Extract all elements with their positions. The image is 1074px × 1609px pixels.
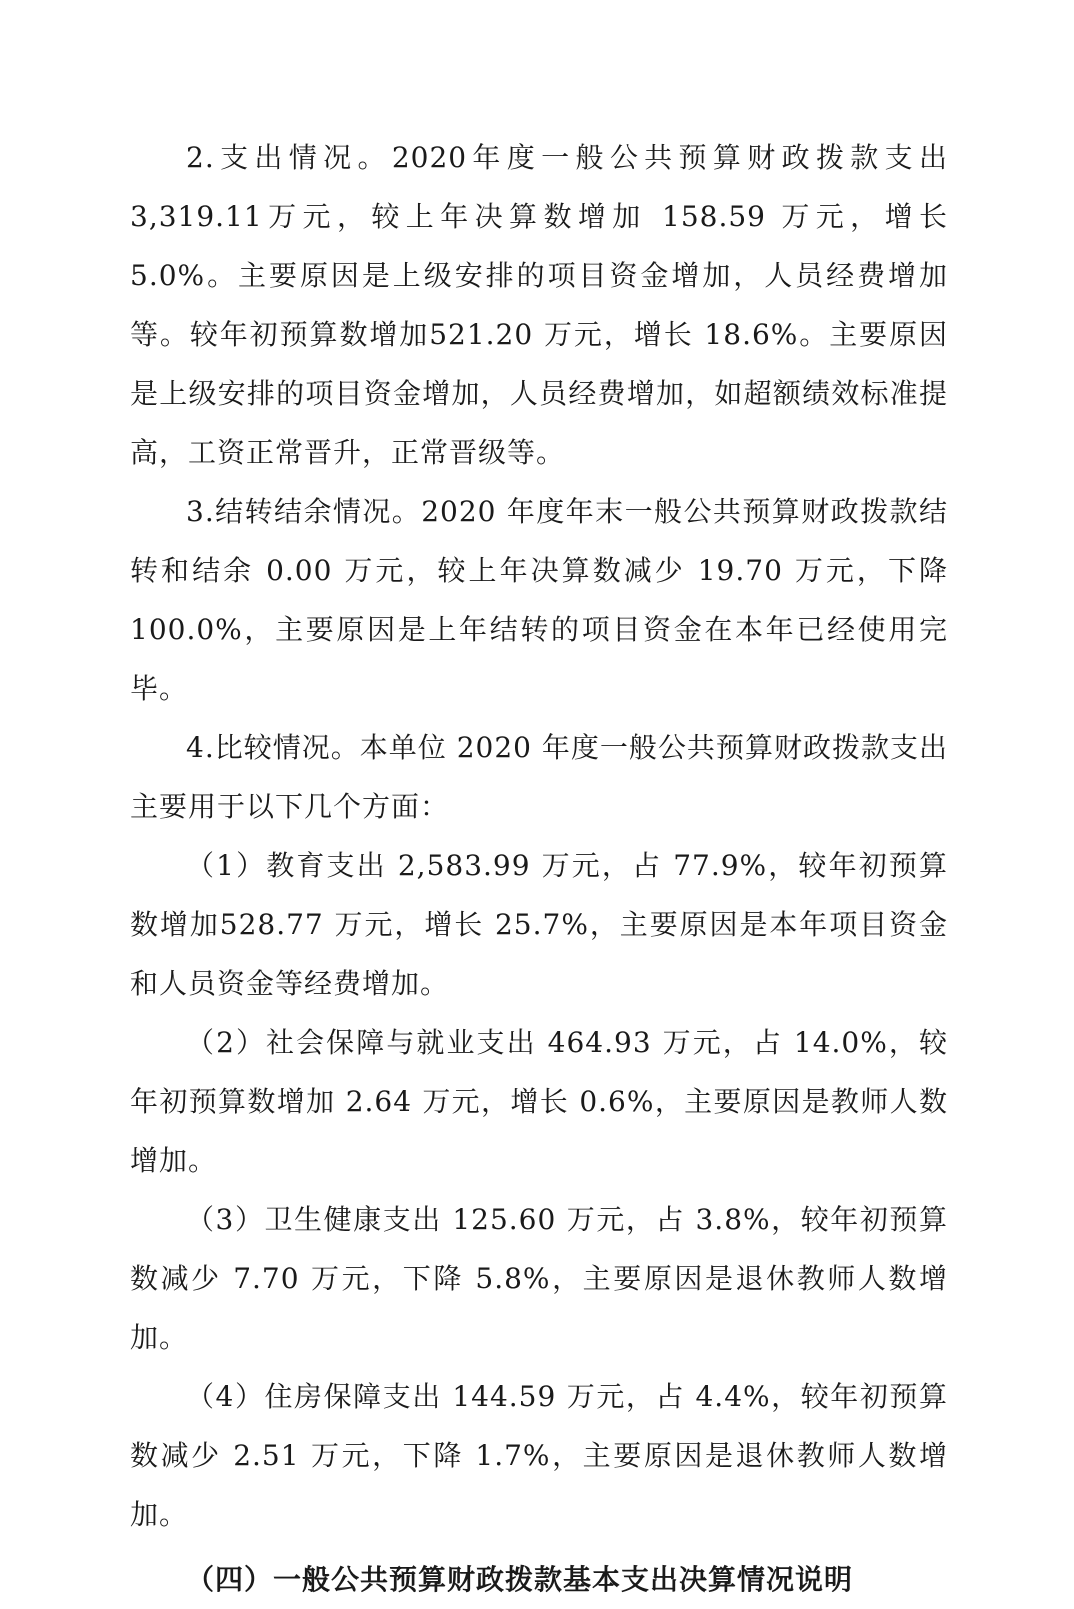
paragraph-education: （1）教育支出 2,583.99 万元，占 77.9%，较年初预算数增加528.77 万元，增长 25.7%，主要原因是本年项目资金和人员资金等经费增加。 [130, 849, 948, 1000]
paragraph-social-security: （2）社会保障与就业支出 464.93 万元，占 14.0%，较年初预算数增加 2.64 万元，增长 0.6%，主要原因是教师人数增加。 [130, 1026, 948, 1177]
paragraph-housing: （4）住房保障支出 144.59 万元，占 4.4%，较年初预算数减少 2.51 万元，下降 1.7%，主要原因是退休教师人数增加。 [130, 1380, 948, 1531]
paragraph-carryover: 3.结转结余情况。2020 年度年末一般公共预算财政拨款结转和结余 0.00 万元，较上年决算数减少 19.70 万元，下降 100.0%，主要原因是上年结转的项目资金在本年已经使用完毕。 [130, 495, 948, 705]
paragraph-health: （3）卫生健康支出 125.60 万元，占 3.8%，较年初预算数减少 7.70 万元，下降 5.8%，主要原因是退休教师人数增加。 [130, 1203, 948, 1354]
document-body [130, 128, 948, 1609]
paragraph-comparison: 4.比较情况。本单位 2020 年度一般公共预算财政拨款支出主要用于以下几个方面： [130, 731, 948, 823]
paragraph-expenditure: 2.支出情况。2020年度一般公共预算财政拨款支出3,319.11万元，较上年决算数增加 158.59 万元，增长 5.0%。主要原因是上级安排的项目资金增加，人员经费增加等。较年初预算数增加521.20 万元，增长 18.6%。主要原因是上级安排的项目资金增加，人员经费增加，如超额绩效标准提高，工资正常晋升，正常晋级等。 [130, 141, 948, 469]
section-heading: （四）一般公共预算财政拨款基本支出决算情况说明 [186, 1563, 854, 1596]
